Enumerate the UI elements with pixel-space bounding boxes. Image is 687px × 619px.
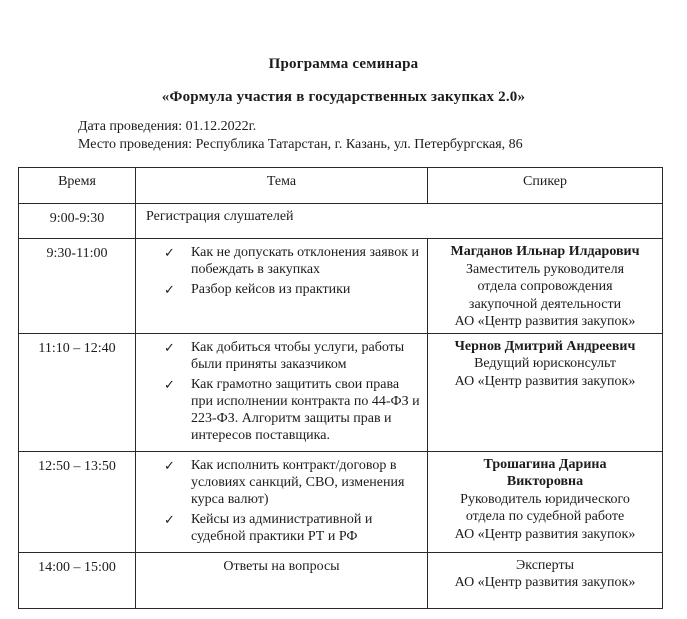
topic-cell (136, 333, 428, 451)
topic-cell: Регистрация слушателей (136, 204, 663, 239)
program-table (18, 167, 663, 609)
topic-text: Как исполнить контракт/договор в условиях санкций, СВО, изменения курса валют) (191, 457, 405, 507)
speaker-cell (428, 552, 663, 608)
topic-text: Как грамотно защитить свои права при исполнении контракта по 44-ФЗ и 223-ФЗ. Алгоритм защиты прав и интересов поставщика. (191, 376, 420, 443)
table-row-questions (19, 552, 663, 608)
time-cell: 9:00-9:30 (19, 204, 136, 239)
speaker-name: Викторовна (506, 474, 584, 489)
speaker-org: АО «Центр развития закупок» (454, 314, 636, 329)
table-header-row (19, 168, 663, 204)
time-cell: 11:10 – 12:40 (19, 333, 136, 451)
column-header-time: Время (19, 168, 136, 204)
topic-item (164, 281, 421, 298)
time-cell: 9:30-11:00 (19, 239, 136, 334)
speaker-name: Магданов Ильнар Илдарович (450, 244, 640, 259)
speaker-cell (428, 239, 663, 334)
topic-item (164, 244, 421, 278)
column-header-speaker: Спикер (428, 168, 663, 204)
topic-item (164, 376, 421, 444)
speaker-role-line: Ведущий юрисконсульт (474, 356, 616, 371)
speaker-role-line: Заместитель руководителя (465, 261, 625, 277)
topic-item (164, 511, 421, 545)
topic-cell (136, 451, 428, 552)
checkmark-icon: ✓ (164, 376, 175, 392)
speaker-org: АО «Центр развития закупок» (454, 575, 636, 590)
event-venue: Место проведения: Республика Татарстан, г. Казань, ул. Петербургская, 86 (78, 137, 523, 152)
speaker-org: АО «Центр развития закупок» (454, 373, 636, 389)
table-row-session-3 (19, 451, 663, 552)
speaker-role-line: отдела по судебной работе (465, 509, 625, 524)
time-cell: 14:00 – 15:00 (19, 552, 136, 608)
topic-text: Разбор кейсов из практики (191, 282, 351, 297)
time-cell: 12:50 – 13:50 (19, 451, 136, 552)
speaker-name: Трошагина Дарина (483, 456, 607, 472)
table-row-session-1 (19, 239, 663, 334)
checkmark-icon: ✓ (164, 457, 175, 473)
topic-cell: Ответы на вопросы (136, 552, 428, 608)
speaker-cell (428, 333, 663, 451)
checkmark-icon: ✓ (164, 282, 175, 297)
document-subtitle: «Формула участия в государственных закупках 2.0» (161, 89, 526, 105)
topic-text: Как добиться чтобы услуги, работы были приняты заказчиком (191, 339, 405, 372)
topic-text: Как не допускать отклонения заявок и побеждать в закупках (191, 245, 419, 277)
speaker-org: АО «Центр развития закупок» (454, 526, 636, 542)
table-row-session-2 (19, 333, 663, 451)
topic-text: Кейсы из административной и судебной практики РТ и РФ (191, 511, 373, 544)
speaker-role-line: отдела сопровождения (477, 279, 613, 294)
column-header-topic: Тема (136, 168, 428, 204)
topic-item (164, 457, 421, 508)
speaker-cell (428, 451, 663, 552)
document-title: Программа семинара (268, 56, 419, 72)
event-date: Дата проведения: 01.12.2022г. (78, 119, 257, 134)
checkmark-icon: ✓ (164, 245, 175, 260)
speaker-role-line: закупочной деятельности (468, 296, 622, 312)
speaker-name: Чернов Дмитрий Андреевич (454, 338, 636, 354)
speaker-role-line: Эксперты (516, 557, 574, 573)
speaker-role-line: Руководитель юридического (460, 491, 630, 507)
checkmark-icon: ✓ (164, 339, 175, 355)
event-meta (0, 118, 687, 154)
topic-cell (136, 239, 428, 334)
table-row-registration (19, 204, 663, 239)
checkmark-icon: ✓ (164, 511, 175, 527)
topic-item (164, 339, 421, 373)
